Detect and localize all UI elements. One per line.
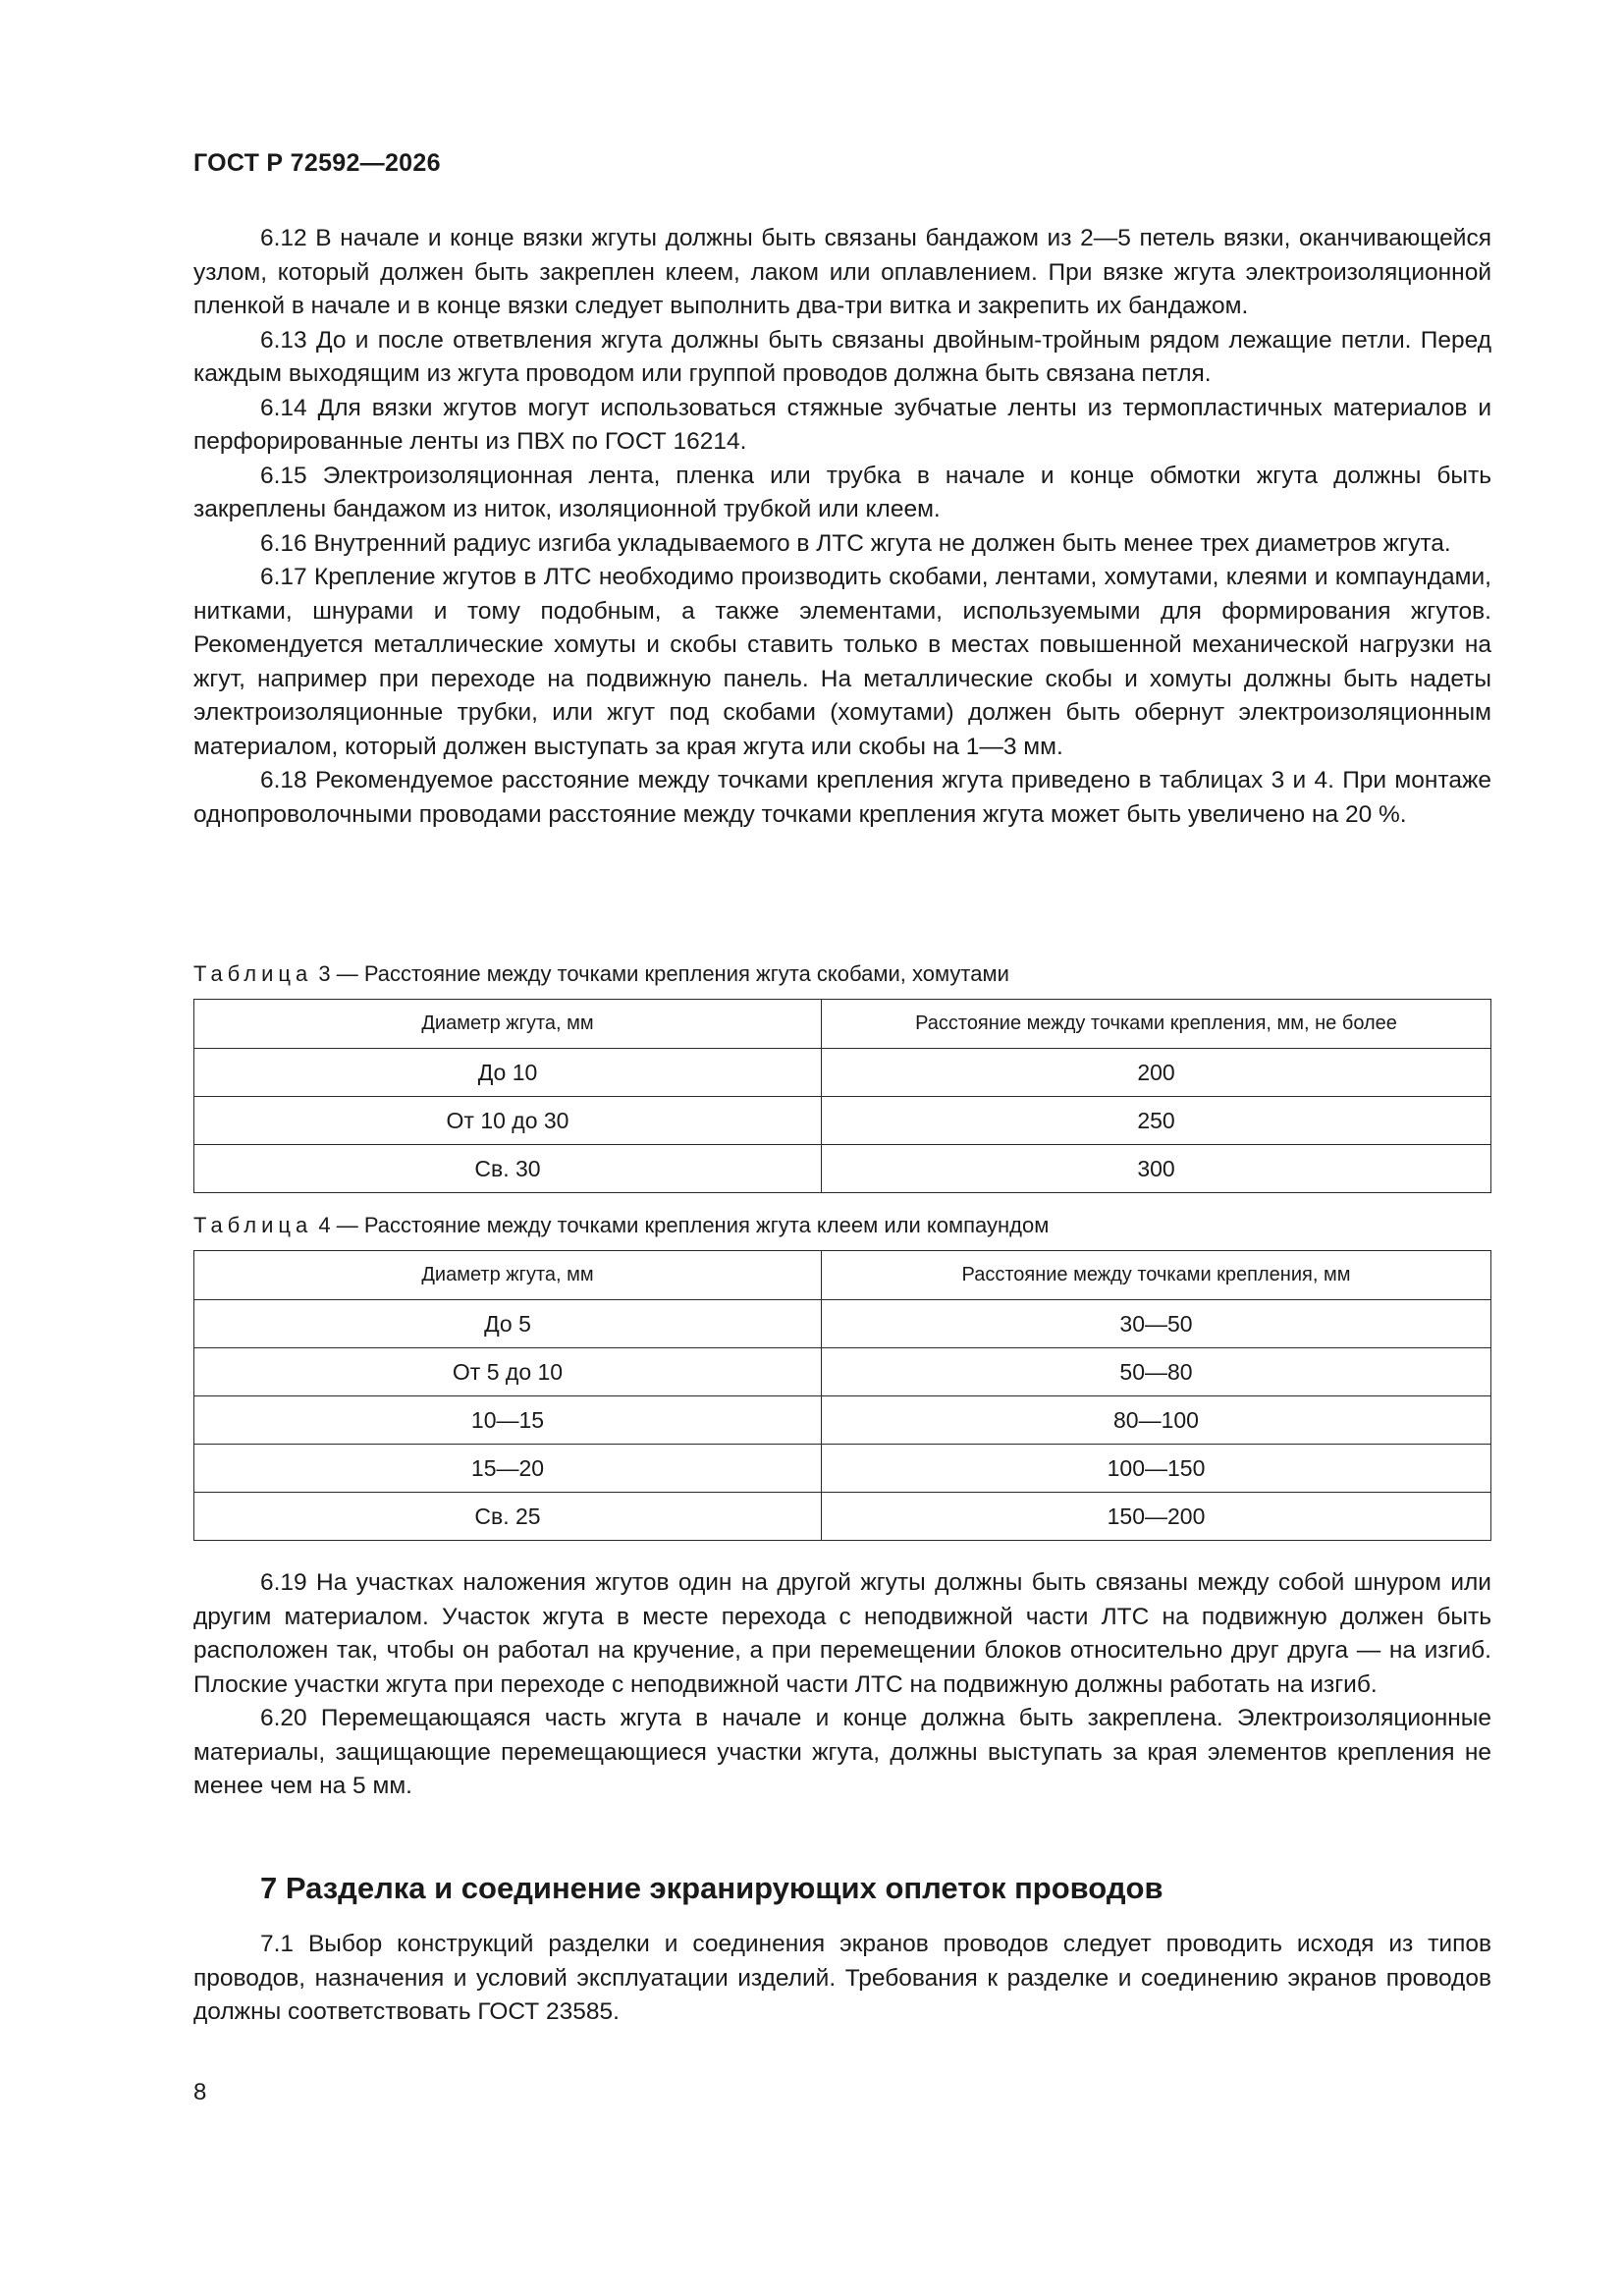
table-4-cell: 100—150: [822, 1445, 1491, 1493]
table-4: [193, 1250, 1491, 1541]
table-3-header-distance: Расстояние между точками крепления, мм, не более: [822, 1000, 1491, 1049]
table-4-header-diameter: Диаметр жгута, мм: [194, 1251, 822, 1300]
table-header-row: [194, 1000, 1491, 1049]
table-4-caption-word: Таблица: [193, 1213, 313, 1237]
clause-6-15: 6.15 Электроизоляционная лента, пленка или трубка в начале и конце обмотки жгута должны быть закреплены бандажом из ниток, изоляционной трубкой или клеем.: [193, 462, 1491, 522]
table-3-cell: До 10: [194, 1049, 822, 1097]
section-7-body: [193, 1928, 1491, 2030]
clauses-6-19-to-6-20: [193, 1566, 1491, 1804]
clause-6-13: 6.13 До и после ответвления жгута должны быть связаны двойным-тройным рядом лежащие петли. Перед каждым выходящим из жгута проводом или группой проводов должна быть связана петля.: [193, 326, 1491, 387]
clause-7-1: 7.1 Выбор конструкций разделки и соединения экранов проводов следует проводить исходя из типов проводов, назначения и условий эксплуатации изделий. Требования к разделке и соединению экранов проводов должны соответствовать ГОСТ 23585.: [193, 1931, 1491, 2025]
page-number: 8: [193, 2079, 207, 2105]
table-row: [194, 1493, 1491, 1541]
table-4-cell: 50—80: [822, 1348, 1491, 1396]
table-row: [194, 1348, 1491, 1396]
table-4-cell: Св. 25: [194, 1493, 822, 1541]
clause-6-16: 6.16 Внутренний радиус изгиба укладываемого в ЛТС жгута не должен быть менее трех диаметров жгута.: [260, 529, 1451, 557]
table-4-cell: До 5: [194, 1300, 822, 1348]
table-4-cell: 30—50: [822, 1300, 1491, 1348]
table-3-cell: Св. 30: [194, 1145, 822, 1193]
clause-6-19: 6.19 На участках наложения жгутов один на другой жгуты должны быть связаны между собой шнуром или другим материалом. Участок жгута в месте перехода с неподвижной части ЛТС на подвижную должен быть расположен так, чтобы он работал на кручение, а при перемещении блоков относительно друг друга — на изгиб. Плоские участки жгута при переходе с неподвижной части ЛТС на подвижную должны работать на изгиб.: [193, 1569, 1491, 1698]
table-row: [194, 1097, 1491, 1145]
table-4-caption: [193, 1211, 1049, 1240]
clause-6-12: 6.12 В начале и конце вязки жгуты должны быть связаны бандажом из 2—5 петель вязки, оканчивающейся узлом, который должен быть закреплен клеем, лаком или оплавлением. При вязке жгута электроизоляционной пленкой в начале и в конце вязки следует выполнить два-три витка и закрепить их бандажом.: [193, 225, 1491, 319]
clause-6-18: 6.18 Рекомендуемое расстояние между точками крепления жгута приведено в таблицах 3 и 4. При монтаже однопроволочными проводами расстояние между точками крепления жгута может быть увеличено на 20 %.: [193, 767, 1491, 828]
table-row: [194, 1445, 1491, 1493]
table-4-cell: 150—200: [822, 1493, 1491, 1541]
table-3-header-diameter: Диаметр жгута, мм: [194, 1000, 822, 1049]
table-4-cell: 80—100: [822, 1396, 1491, 1445]
table-4-header-distance: Расстояние между точками крепления, мм: [822, 1251, 1491, 1300]
table-4-cell: От 5 до 10: [194, 1348, 822, 1396]
clause-6-14: 6.14 Для вязки жгутов могут использоваться стяжные зубчатые ленты из термопластичных материалов и перфорированные ленты из ПВХ по ГОСТ 16214.: [193, 394, 1491, 455]
table-3-cell: 250: [822, 1097, 1491, 1145]
table-header-row: [194, 1251, 1491, 1300]
table-3-cell: 200: [822, 1049, 1491, 1097]
table-row: [194, 1049, 1491, 1097]
clauses-6-12-to-6-18: [193, 222, 1491, 832]
table-3-cell: 300: [822, 1145, 1491, 1193]
table-4-cell: 15—20: [194, 1445, 822, 1493]
table-row: [194, 1300, 1491, 1348]
clause-6-17: 6.17 Крепление жгутов в ЛТС необходимо производить скобами, лентами, хомутами, клеями и компаундами, нитками, шнурами и тому подобным, а также элементами, используемыми для формирования жгутов. Рекомендуется металлические хомуты и скобы ставить только в местах повышенной механической нагрузки на жгут, например при переходе на подвижную панель. На металлические скобы и хомуты должны быть надеты электроизоляционные трубки, или жгут под скобами (хомутами) должен быть обернут электроизоляционным материалом, который должен выступать за края жгута или скобы на 1—3 мм.: [193, 564, 1491, 760]
table-3-cell: От 10 до 30: [194, 1097, 822, 1145]
clause-6-20: 6.20 Перемещающаяся часть жгута в начале и конце должна быть закреплена. Электроизоляционные материалы, защищающие перемещающиеся участки жгута, должны выступать за края элементов крепления не менее чем на 5 мм.: [193, 1705, 1491, 1799]
table-3-caption-title: 3 — Расстояние между точками крепления жгута скобами, хомутами: [312, 961, 1009, 986]
table-4-caption-title: 4 — Расстояние между точками крепления жгута клеем или компаундом: [312, 1213, 1050, 1237]
section-7-title: 7 Разделка и соединение экранирующих оплеток проводов: [260, 1871, 1163, 1905]
table-3-caption: [193, 959, 1009, 989]
table-3-caption-word: Таблица: [193, 961, 313, 986]
table-3: [193, 999, 1491, 1193]
table-row: [194, 1396, 1491, 1445]
table-4-cell: 10—15: [194, 1396, 822, 1445]
table-row: [194, 1145, 1491, 1193]
document-code-header: ГОСТ Р 72592—2026: [193, 149, 441, 177]
